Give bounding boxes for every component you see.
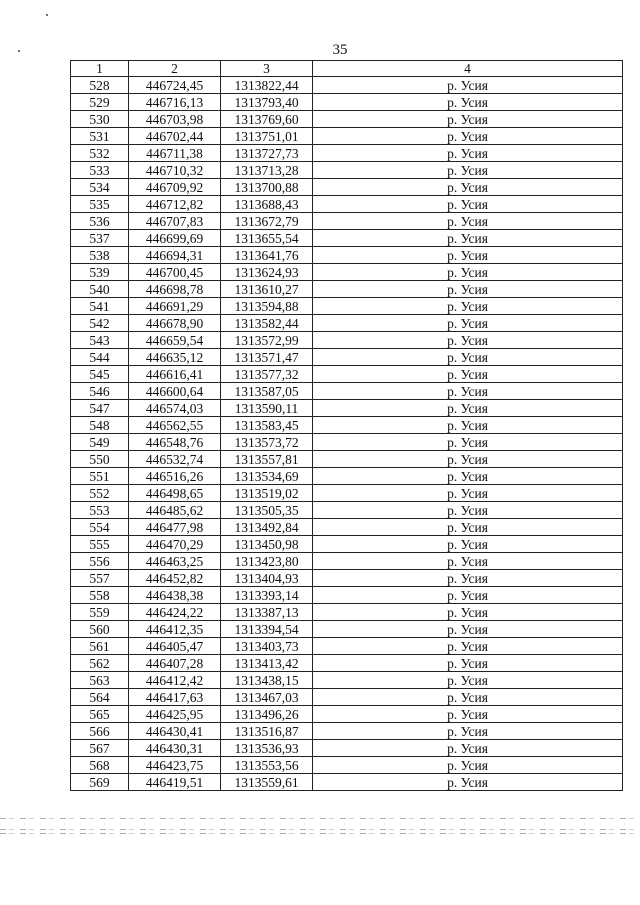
table-cell: 446424,22 bbox=[129, 604, 221, 621]
table-cell: 446407,28 bbox=[129, 655, 221, 672]
table-cell: 1313793,40 bbox=[221, 94, 313, 111]
table-cell: 543 bbox=[71, 332, 129, 349]
table-cell: 531 bbox=[71, 128, 129, 145]
table-cell: 1313751,01 bbox=[221, 128, 313, 145]
page-number: 35 bbox=[332, 42, 348, 58]
table-cell: р. Усия bbox=[313, 485, 623, 502]
table-row bbox=[71, 774, 623, 791]
table-cell: 1313577,32 bbox=[221, 366, 313, 383]
table-row bbox=[71, 434, 623, 451]
table-cell: 1313394,54 bbox=[221, 621, 313, 638]
table-cell: р. Усия bbox=[313, 332, 623, 349]
table-row bbox=[71, 332, 623, 349]
table-cell: р. Усия bbox=[313, 553, 623, 570]
table-cell: 535 bbox=[71, 196, 129, 213]
table-row bbox=[71, 587, 623, 604]
table-row bbox=[71, 349, 623, 366]
table-cell: р. Усия bbox=[313, 587, 623, 604]
table-cell: 446712,82 bbox=[129, 196, 221, 213]
table-row bbox=[71, 740, 623, 757]
table-cell: 446430,31 bbox=[129, 740, 221, 757]
table-cell: 551 bbox=[71, 468, 129, 485]
table-cell: р. Усия bbox=[313, 145, 623, 162]
table-row bbox=[71, 400, 623, 417]
scan-artifact-line bbox=[0, 829, 640, 830]
table-cell: 1313713,28 bbox=[221, 162, 313, 179]
table-cell: 446417,63 bbox=[129, 689, 221, 706]
table-row bbox=[71, 536, 623, 553]
table-cell: 557 bbox=[71, 570, 129, 587]
table-cell: 1313387,13 bbox=[221, 604, 313, 621]
table-row bbox=[71, 111, 623, 128]
table-cell: 1313492,84 bbox=[221, 519, 313, 536]
table-cell: 1313672,79 bbox=[221, 213, 313, 230]
table-row bbox=[71, 77, 623, 94]
table-cell: 1313393,14 bbox=[221, 587, 313, 604]
table-cell: р. Усия bbox=[313, 383, 623, 400]
table-cell: 1313641,76 bbox=[221, 247, 313, 264]
table-cell: 1313423,80 bbox=[221, 553, 313, 570]
table-row bbox=[71, 213, 623, 230]
table-cell: 1313594,88 bbox=[221, 298, 313, 315]
table-cell: 1313557,81 bbox=[221, 451, 313, 468]
table-cell: р. Усия bbox=[313, 111, 623, 128]
column-header: 3 bbox=[221, 61, 313, 77]
table-cell: 563 bbox=[71, 672, 129, 689]
table-cell: 446711,38 bbox=[129, 145, 221, 162]
table-cell: р. Усия bbox=[313, 604, 623, 621]
table-cell: 1313572,99 bbox=[221, 332, 313, 349]
table-cell: 552 bbox=[71, 485, 129, 502]
table-cell: р. Усия bbox=[313, 672, 623, 689]
table-cell: 1313573,72 bbox=[221, 434, 313, 451]
table-cell: 1313450,98 bbox=[221, 536, 313, 553]
table-cell: 559 bbox=[71, 604, 129, 621]
table-cell: 446412,42 bbox=[129, 672, 221, 689]
table-cell: 446438,38 bbox=[129, 587, 221, 604]
table-cell: 446700,45 bbox=[129, 264, 221, 281]
table-cell: 1313727,73 bbox=[221, 145, 313, 162]
table-cell: 566 bbox=[71, 723, 129, 740]
table-cell: 446470,29 bbox=[129, 536, 221, 553]
coordinates-table bbox=[70, 60, 623, 791]
table-cell: 1313553,56 bbox=[221, 757, 313, 774]
table-cell: 1313516,87 bbox=[221, 723, 313, 740]
table-cell: 540 bbox=[71, 281, 129, 298]
table-cell: 446698,78 bbox=[129, 281, 221, 298]
table-cell: 446616,41 bbox=[129, 366, 221, 383]
table-row bbox=[71, 621, 623, 638]
table-cell: 542 bbox=[71, 315, 129, 332]
table-row bbox=[71, 655, 623, 672]
table-row bbox=[71, 502, 623, 519]
table-row bbox=[71, 281, 623, 298]
table-cell: 529 bbox=[71, 94, 129, 111]
table-cell: р. Усия bbox=[313, 502, 623, 519]
table-cell: 1313496,26 bbox=[221, 706, 313, 723]
table-row bbox=[71, 757, 623, 774]
table-cell: 1313582,44 bbox=[221, 315, 313, 332]
table-cell: 1313519,02 bbox=[221, 485, 313, 502]
column-header: 1 bbox=[71, 61, 129, 77]
table-cell: 446463,25 bbox=[129, 553, 221, 570]
table-cell: р. Усия bbox=[313, 774, 623, 791]
table-cell: 1313700,88 bbox=[221, 179, 313, 196]
column-header: 2 bbox=[129, 61, 221, 77]
table-cell: 1313404,93 bbox=[221, 570, 313, 587]
table-cell: 546 bbox=[71, 383, 129, 400]
table-cell: 549 bbox=[71, 434, 129, 451]
table-cell: 1313610,27 bbox=[221, 281, 313, 298]
table-cell: р. Усия bbox=[313, 264, 623, 281]
table-cell: 446423,75 bbox=[129, 757, 221, 774]
table-cell: 547 bbox=[71, 400, 129, 417]
table-row bbox=[71, 145, 623, 162]
table-cell: 537 bbox=[71, 230, 129, 247]
table-cell: 528 bbox=[71, 77, 129, 94]
table-cell: 1313467,03 bbox=[221, 689, 313, 706]
table-cell: 568 bbox=[71, 757, 129, 774]
table-cell: 446548,76 bbox=[129, 434, 221, 451]
table-cell: 533 bbox=[71, 162, 129, 179]
table-cell: р. Усия bbox=[313, 621, 623, 638]
table-cell: 539 bbox=[71, 264, 129, 281]
table-row bbox=[71, 179, 623, 196]
table-cell: 446716,13 bbox=[129, 94, 221, 111]
table-cell: р. Усия bbox=[313, 128, 623, 145]
table-cell: 1313505,35 bbox=[221, 502, 313, 519]
table-cell: 569 bbox=[71, 774, 129, 791]
table-cell: 446724,45 bbox=[129, 77, 221, 94]
table-cell: 446419,51 bbox=[129, 774, 221, 791]
table-cell: 446425,95 bbox=[129, 706, 221, 723]
table-cell: р. Усия bbox=[313, 162, 623, 179]
table-row bbox=[71, 451, 623, 468]
table-cell: р. Усия bbox=[313, 638, 623, 655]
table-row bbox=[71, 298, 623, 315]
table-cell: 558 bbox=[71, 587, 129, 604]
table-cell: 1313438,15 bbox=[221, 672, 313, 689]
table-cell: 1313536,93 bbox=[221, 740, 313, 757]
table-cell: 538 bbox=[71, 247, 129, 264]
table-cell: 530 bbox=[71, 111, 129, 128]
table-cell: р. Усия bbox=[313, 417, 623, 434]
table-cell: 564 bbox=[71, 689, 129, 706]
table-cell: 446498,65 bbox=[129, 485, 221, 502]
table-body bbox=[71, 61, 623, 791]
table-cell: 1313655,54 bbox=[221, 230, 313, 247]
table-row bbox=[71, 366, 623, 383]
table-cell: 555 bbox=[71, 536, 129, 553]
table-cell: 446691,29 bbox=[129, 298, 221, 315]
table-cell: 446574,03 bbox=[129, 400, 221, 417]
table-cell: 1313571,47 bbox=[221, 349, 313, 366]
table-cell: р. Усия bbox=[313, 536, 623, 553]
table-cell: р. Усия bbox=[313, 706, 623, 723]
table-cell: 1313769,60 bbox=[221, 111, 313, 128]
table-cell: 544 bbox=[71, 349, 129, 366]
table-row bbox=[71, 468, 623, 485]
table-cell: 446600,64 bbox=[129, 383, 221, 400]
table-cell: 1313534,69 bbox=[221, 468, 313, 485]
table-cell: 1313413,42 bbox=[221, 655, 313, 672]
table-header-row bbox=[71, 61, 623, 77]
table-cell: 446694,31 bbox=[129, 247, 221, 264]
table-cell: 446702,44 bbox=[129, 128, 221, 145]
table-cell: 446412,35 bbox=[129, 621, 221, 638]
table-cell: 1313583,45 bbox=[221, 417, 313, 434]
table-cell: 548 bbox=[71, 417, 129, 434]
table-cell: 560 bbox=[71, 621, 129, 638]
table-row bbox=[71, 706, 623, 723]
table-cell: 446430,41 bbox=[129, 723, 221, 740]
scan-speck bbox=[46, 14, 48, 16]
table-cell: 561 bbox=[71, 638, 129, 655]
table-cell: 1313587,05 bbox=[221, 383, 313, 400]
table-cell: 446477,98 bbox=[129, 519, 221, 536]
table-cell: 536 bbox=[71, 213, 129, 230]
table-cell: 565 bbox=[71, 706, 129, 723]
table-cell: 553 bbox=[71, 502, 129, 519]
table-cell: 446710,32 bbox=[129, 162, 221, 179]
table-cell: р. Усия bbox=[313, 179, 623, 196]
table-cell: 446678,90 bbox=[129, 315, 221, 332]
table-cell: р. Усия bbox=[313, 247, 623, 264]
table-row bbox=[71, 162, 623, 179]
table-cell: р. Усия bbox=[313, 77, 623, 94]
table-row bbox=[71, 383, 623, 400]
table-row bbox=[71, 604, 623, 621]
table-cell: 1313590,11 bbox=[221, 400, 313, 417]
table-cell: 567 bbox=[71, 740, 129, 757]
scan-artifact-line bbox=[0, 818, 640, 819]
table-cell: 1313559,61 bbox=[221, 774, 313, 791]
table-cell: 446516,26 bbox=[129, 468, 221, 485]
table-cell: 446635,12 bbox=[129, 349, 221, 366]
table-cell: р. Усия bbox=[313, 451, 623, 468]
table-cell: р. Усия bbox=[313, 298, 623, 315]
table-cell: 545 bbox=[71, 366, 129, 383]
column-header: 4 bbox=[313, 61, 623, 77]
table-cell: 446707,83 bbox=[129, 213, 221, 230]
table-cell: р. Усия bbox=[313, 723, 623, 740]
table-cell: 446532,74 bbox=[129, 451, 221, 468]
table-cell: 1313688,43 bbox=[221, 196, 313, 213]
table-cell: 446452,82 bbox=[129, 570, 221, 587]
table-row bbox=[71, 485, 623, 502]
table-cell: 446699,69 bbox=[129, 230, 221, 247]
table-cell: 1313403,73 bbox=[221, 638, 313, 655]
table-row bbox=[71, 94, 623, 111]
table-cell: 446703,98 bbox=[129, 111, 221, 128]
table-cell: 550 bbox=[71, 451, 129, 468]
table-cell: р. Усия bbox=[313, 655, 623, 672]
table-cell: р. Усия bbox=[313, 230, 623, 247]
table-cell: 541 bbox=[71, 298, 129, 315]
table-row bbox=[71, 519, 623, 536]
table-row bbox=[71, 723, 623, 740]
table-cell: р. Усия bbox=[313, 315, 623, 332]
table-row bbox=[71, 553, 623, 570]
table-cell: 556 bbox=[71, 553, 129, 570]
table-cell: р. Усия bbox=[313, 434, 623, 451]
table-cell: р. Усия bbox=[313, 689, 623, 706]
table-cell: 534 bbox=[71, 179, 129, 196]
table-cell: р. Усия bbox=[313, 213, 623, 230]
table-cell: р. Усия bbox=[313, 349, 623, 366]
table-cell: р. Усия bbox=[313, 94, 623, 111]
table-cell: 554 bbox=[71, 519, 129, 536]
table-cell: 562 bbox=[71, 655, 129, 672]
table-cell: р. Усия bbox=[313, 400, 623, 417]
table-cell: р. Усия bbox=[313, 757, 623, 774]
table-row bbox=[71, 672, 623, 689]
table-cell: р. Усия bbox=[313, 570, 623, 587]
scan-artifact-line bbox=[0, 833, 640, 834]
table-cell: 446562,55 bbox=[129, 417, 221, 434]
table-cell: р. Усия bbox=[313, 740, 623, 757]
table-row bbox=[71, 264, 623, 281]
table-row bbox=[71, 247, 623, 264]
table-cell: 446659,54 bbox=[129, 332, 221, 349]
table-row bbox=[71, 230, 623, 247]
table-cell: 1313822,44 bbox=[221, 77, 313, 94]
table-row bbox=[71, 689, 623, 706]
table-cell: 446709,92 bbox=[129, 179, 221, 196]
table-cell: р. Усия bbox=[313, 196, 623, 213]
table-cell: р. Усия bbox=[313, 366, 623, 383]
table-cell: 1313624,93 bbox=[221, 264, 313, 281]
table-cell: р. Усия bbox=[313, 468, 623, 485]
table-cell: р. Усия bbox=[313, 519, 623, 536]
table-row bbox=[71, 128, 623, 145]
table-cell: 446405,47 bbox=[129, 638, 221, 655]
table-cell: 446485,62 bbox=[129, 502, 221, 519]
table-cell: р. Усия bbox=[313, 281, 623, 298]
table-cell: 532 bbox=[71, 145, 129, 162]
table-row bbox=[71, 315, 623, 332]
table-row bbox=[71, 638, 623, 655]
table-row bbox=[71, 417, 623, 434]
table-row bbox=[71, 570, 623, 587]
table-row bbox=[71, 196, 623, 213]
